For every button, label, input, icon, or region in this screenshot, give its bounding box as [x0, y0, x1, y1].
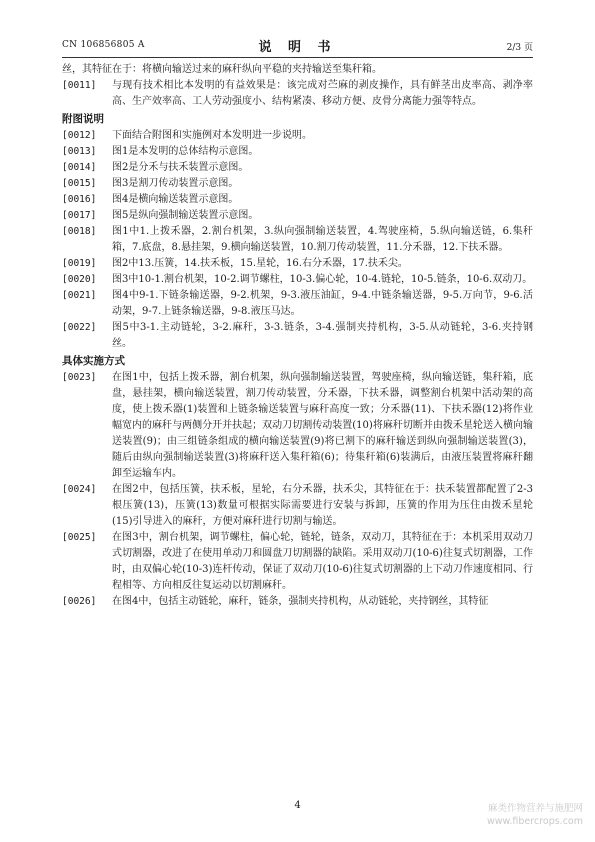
paragraph [62, 160, 533, 176]
paragraph-text: 在图2中，包括压簧，扶禾板，星轮，右分禾器，扶禾尖，其特征在于：扶禾装置都配置了2-3根压簧(13)，压簧(13)数量可根据实际需要进行安装与拆卸，压簧的作用为压住由拨禾星轮(15)引导进入的麻秆，方便对麻秆进行切割与输送。 [112, 484, 533, 527]
paragraph-number: [0021] [62, 290, 97, 301]
page-info: 2/3 页 [506, 43, 533, 53]
paragraph [62, 208, 533, 224]
paragraph-text: 下面结合附图和实施例对本发明进一步说明。 [112, 130, 312, 141]
paragraph [62, 128, 533, 144]
embodiment-paragraphs [62, 370, 533, 610]
paragraph-number: [0013] [62, 146, 97, 157]
header-divider [62, 57, 533, 58]
paragraph-number: [0022] [62, 322, 97, 333]
paragraph-text: 与现有技术相比本发明的有益效果是：该完成对苎麻的剥皮操作，具有鲜茎出皮率高、剥净率高、生产效率高、工人劳动强度小、结构紧凑、移动方便、皮骨分离能力强等特点。 [112, 80, 533, 107]
drawing-paragraphs [62, 128, 533, 352]
paragraph-number: [0023] [62, 372, 97, 383]
paragraph-text: 图4是横向输送装置示意图。 [112, 194, 239, 205]
paragraph [62, 482, 533, 530]
paragraph-number: [0026] [62, 596, 97, 607]
paragraph [62, 530, 533, 594]
paragraph [62, 256, 533, 272]
paragraph-text: 在图4中，包括主动链轮，麻秆，链条，强制夹持机构，从动链轮，夹持钢丝，其特征 [112, 596, 489, 607]
paragraph-number: [0015] [62, 178, 97, 189]
paragraph-text: 图2中13.压簧，14.扶禾板，15.星轮，16.右分禾器，17.扶禾尖。 [112, 258, 408, 269]
paragraph-text: 图1是本发明的总体结构示意图。 [112, 146, 259, 157]
paragraph-text: 图5中3-1.主动链轮，3-2.麻秆，3-3.链条，3-4.强制夹持机构，3-5.从动链轮，3-6.夹持钢丝。 [112, 322, 533, 349]
paragraph [62, 272, 533, 288]
paragraph-text: 在图3中，割台机架，调节螺柱，偏心轮，链轮，链条，双动刀，其特征在于：本机采用双动刀式切割器，改进了在使用单动刀和圆盘刀切割器的缺陷。采用双动刀(10-6)往复式切割器，工作时，由双偏心轮(10-3)连杆传动，保证了双动刀(10-6)往复式切割器的上下动刀作速度相同、行程相等、方向相反往复运动以切割麻秆。 [112, 532, 533, 591]
paragraph [62, 370, 533, 482]
paragraph [62, 320, 533, 352]
watermark-line-2: www.fibercrops.com [486, 816, 583, 827]
paragraph-text: 图4中9-1.下链条输送器，9-2.机架，9-3.液压油缸，9-4.中链条输送器，9-5.万向节，9-6.活动架，9-7.上链条输送器，9-8.液压马达。 [112, 290, 533, 317]
paragraph-number: [0020] [62, 274, 97, 285]
paragraph-text: 图2是分禾与扶禾装置示意图。 [112, 162, 249, 173]
document-id: CN 106856805 A [62, 40, 145, 50]
paragraph-number: [0014] [62, 162, 97, 173]
paragraph-number: [0018] [62, 226, 97, 237]
paragraph-number: [0017] [62, 210, 97, 221]
page-header [62, 36, 533, 56]
paragraph-number: [0025] [62, 532, 97, 543]
paragraph [62, 78, 533, 110]
watermark-line-1: 麻类作物营养与施肥网 [487, 803, 583, 814]
paragraph-number: [0016] [62, 194, 97, 205]
section-title-drawings: 附图说明 [62, 113, 104, 125]
document-body [62, 62, 533, 610]
paragraph-text: 在图1中，包括上拨禾器，割台机架，纵向强制输送装置，驾驶座椅，纵向输送链，集秆箱，底盘，悬挂架，横向输送装置，割刀传动装置，分禾器，下扶禾器，调整割台机架中活动架的高度，使上拨禾器(1)装置和上链条输送装置与麻秆高度一致；分禾器(11)、下扶禾器(12)将作业幅宽内的麻秆与两侧分开并扶起；双动刀切割传动装置(10)将麻秆切断并由拨禾星轮送入横向输送装置(9)；由三组链条组成的横向输送装置(9)将已割下的麻秆输送到纵向强制输送装置(3)，随后由纵向强制输送装置(3)将麻秆送入集秆箱(6)；待集秆箱(6)装满后，由液压装置将麻秆翻卸至运输车内。 [112, 372, 533, 479]
paragraph-text: 图1中1.上拨禾器，2.割台机架，3.纵向强制输送装置，4.驾驶座椅，5.纵向输送链，6.集秆箱，7.底盘，8.悬挂架，9.横向输送装置，10.割刀传动装置，11.分禾器，12.下扶禾器。 [112, 226, 533, 253]
site-watermark [487, 802, 583, 828]
paragraph [62, 192, 533, 208]
section-title-embodiment: 具体实施方式 [62, 355, 125, 367]
paragraph-number: [0012] [62, 130, 97, 141]
page-number: 4 [294, 800, 301, 811]
paragraph-text: 图3中10-1.割台机架，10-2.调节螺柱，10-3.偏心轮，10-4.链轮，10-5.链条，10-6.双动刀。 [112, 274, 533, 285]
continuation-text: 丝，其特征在于：将横向输送过来的麻秆纵向平稳的夹持输送至集秆箱。 [62, 64, 382, 75]
paragraph [62, 144, 533, 160]
paragraph [62, 176, 533, 192]
document-title: 说 明 书 [258, 40, 337, 55]
paragraph [62, 594, 533, 610]
paragraph [62, 288, 533, 320]
paragraph-number: [0019] [62, 258, 97, 269]
paragraph-number: [0011] [62, 80, 97, 91]
paragraph-number: [0024] [62, 484, 97, 495]
top-paragraphs [62, 78, 533, 110]
paragraph-text: 图5是纵向强制输送装置示意图。 [112, 210, 259, 221]
paragraph [62, 224, 533, 256]
paragraph-text: 图3是割刀传动装置示意图。 [112, 178, 239, 189]
